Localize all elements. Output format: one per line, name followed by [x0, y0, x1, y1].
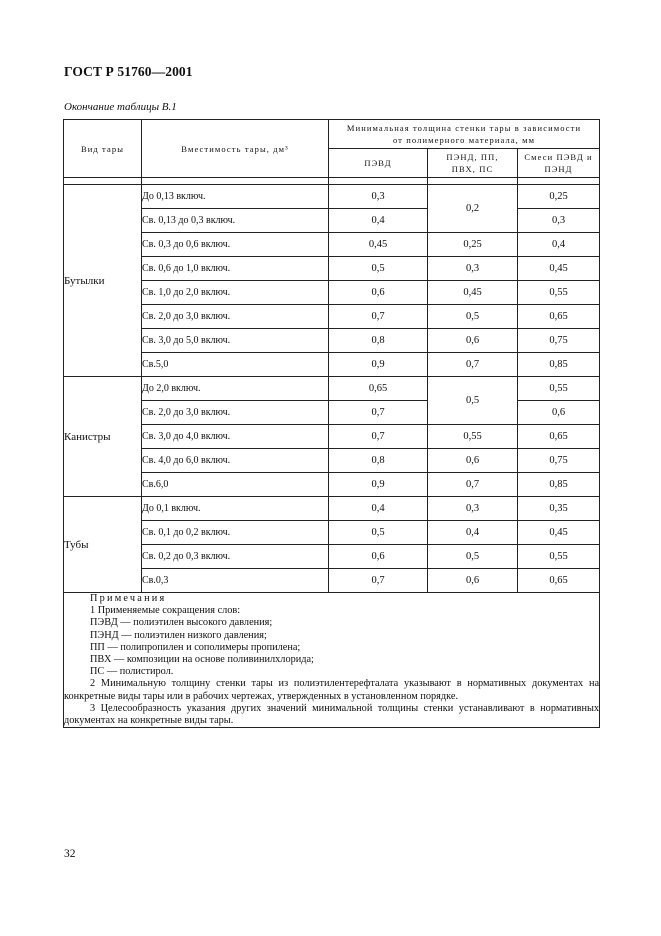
pevd-cell: 0,8 — [329, 449, 428, 473]
pevd-cell: 0,45 — [329, 233, 428, 257]
page-number: 32 — [64, 848, 76, 860]
mix-cell: 0,65 — [518, 425, 600, 449]
note-3: 3 Целесообразность указания других значений минимальной толщины стенки устанавливают в нормативных документах на конкретные виды тары. — [64, 702, 600, 727]
pevd-cell: 0,4 — [329, 209, 428, 233]
pevd-cell: 0,7 — [329, 401, 428, 425]
mix-cell: 0,75 — [518, 449, 600, 473]
table-caption: Окончание таблицы В.1 — [64, 101, 177, 113]
pevd-cell: 0,9 — [329, 353, 428, 377]
mix-cell: 0,45 — [518, 521, 600, 545]
mix-cell: 0,55 — [518, 545, 600, 569]
capacity-cell: Св. 0,3 до 0,6 включ. — [142, 233, 329, 257]
pend-cell: 0,6 — [428, 449, 518, 473]
mix-cell: 0,85 — [518, 473, 600, 497]
capacity-cell: Св. 0,2 до 0,3 включ. — [142, 545, 329, 569]
table-row — [64, 521, 600, 545]
type-canisters: Канистры — [64, 377, 142, 497]
notes-title: Примечания — [90, 593, 167, 604]
table-row — [64, 353, 600, 377]
mix-cell: 0,75 — [518, 329, 600, 353]
pend-cell: 0,6 — [428, 329, 518, 353]
mix-cell: 0,65 — [518, 305, 600, 329]
pevd-cell: 0,7 — [329, 425, 428, 449]
pevd-cell: 0,8 — [329, 329, 428, 353]
pevd-cell: 0,7 — [329, 305, 428, 329]
header-spacer — [64, 178, 600, 185]
abbr-pend: ПЭНД — полиэтилен низкого давления; — [90, 629, 267, 641]
header-mix: Смеси ПЭВД и ПЭНД — [518, 149, 600, 178]
mix-cell: 0,65 — [518, 569, 600, 593]
capacity-cell: До 0,1 включ. — [142, 497, 329, 521]
pend-cell: 0,45 — [428, 281, 518, 305]
header-pevd: ПЭВД — [329, 149, 428, 178]
capacity-cell: Св.5,0 — [142, 353, 329, 377]
pend-cell: 0,3 — [428, 257, 518, 281]
table-row — [64, 233, 600, 257]
table-row — [64, 185, 600, 209]
mix-cell: 0,4 — [518, 233, 600, 257]
pevd-cell: 0,6 — [329, 545, 428, 569]
capacity-cell: Св. 3,0 до 4,0 включ. — [142, 425, 329, 449]
mix-cell: 0,3 — [518, 209, 600, 233]
table-row — [64, 569, 600, 593]
pend-cell: 0,7 — [428, 473, 518, 497]
header-pend: ПЭНД, ПП, ПВХ, ПС — [428, 149, 518, 178]
capacity-cell: Св. 0,6 до 1,0 включ. — [142, 257, 329, 281]
pend-cell: 0,2 — [428, 185, 518, 233]
mix-cell: 0,6 — [518, 401, 600, 425]
wall-thickness-table — [63, 119, 600, 728]
pend-cell: 0,5 — [428, 377, 518, 425]
type-tubes: Тубы — [64, 497, 142, 593]
table-row — [64, 377, 600, 401]
pend-cell: 0,5 — [428, 305, 518, 329]
pevd-cell: 0,7 — [329, 569, 428, 593]
table-row — [64, 497, 600, 521]
header-capacity: Вместимость тары, дм³ — [142, 120, 329, 178]
mix-cell: 0,55 — [518, 281, 600, 305]
note-2: 2 Минимальную толщину стенки тары из полиэтилентерефталата указывают в нормативных документах на конкретные виды тары или в рабочих чертежах, утвержденных в установленном порядке. — [64, 678, 600, 702]
pend-cell: 0,55 — [428, 425, 518, 449]
pevd-cell: 0,4 — [329, 497, 428, 521]
table-row — [64, 473, 600, 497]
pevd-cell: 0,65 — [329, 377, 428, 401]
abbr-pevd: ПЭВД — полиэтилен высокого давления; — [90, 617, 273, 629]
capacity-cell: Св. 0,1 до 0,2 включ. — [142, 521, 329, 545]
mix-cell: 0,85 — [518, 353, 600, 377]
capacity-cell: Св.0,3 — [142, 569, 329, 593]
capacity-cell: Св. 3,0 до 5,0 включ. — [142, 329, 329, 353]
capacity-cell: Св. 4,0 до 6,0 включ. — [142, 449, 329, 473]
capacity-cell: До 2,0 включ. — [142, 377, 329, 401]
abbr-pvh: ПВХ — композиции на основе поливинилхлорида; — [90, 654, 314, 666]
pevd-cell: 0,9 — [329, 473, 428, 497]
pevd-cell: 0,6 — [329, 281, 428, 305]
table-row — [64, 209, 600, 233]
pend-cell: 0,25 — [428, 233, 518, 257]
table-row — [64, 305, 600, 329]
pend-cell: 0,5 — [428, 545, 518, 569]
type-bottles: Бутылки — [64, 185, 142, 377]
mix-cell: 0,55 — [518, 377, 600, 401]
pend-cell: 0,3 — [428, 497, 518, 521]
table-row — [64, 545, 600, 569]
mix-cell: 0,45 — [518, 257, 600, 281]
header-type: Вид тары — [64, 120, 142, 178]
mix-cell: 0,25 — [518, 185, 600, 209]
capacity-cell: Св. 1,0 до 2,0 включ. — [142, 281, 329, 305]
capacity-cell: Св. 2,0 до 3,0 включ. — [142, 305, 329, 329]
pevd-cell: 0,5 — [329, 521, 428, 545]
mix-cell: 0,35 — [518, 497, 600, 521]
table-row — [64, 425, 600, 449]
table-row — [64, 329, 600, 353]
table-row — [64, 401, 600, 425]
table-row — [64, 281, 600, 305]
notes-block — [64, 593, 600, 728]
capacity-cell: Св. 0,13 до 0,3 включ. — [142, 209, 329, 233]
table-row — [64, 449, 600, 473]
abbr-ps: ПС — полистирол. — [90, 666, 174, 678]
document-code: ГОСТ Р 51760—2001 — [64, 64, 193, 79]
header-material-group: Минимальная толщина стенки тары в зависимости от полимерного материала, мм — [329, 120, 600, 149]
note-1: 1 Применяемые сокращения слов: — [90, 605, 241, 617]
abbr-pp: ПП — полипропилен и сополимеры пропилена; — [90, 641, 301, 653]
table-row — [64, 257, 600, 281]
pend-cell: 0,6 — [428, 569, 518, 593]
capacity-cell: Св.6,0 — [142, 473, 329, 497]
capacity-cell: До 0,13 включ. — [142, 185, 329, 209]
pevd-cell: 0,3 — [329, 185, 428, 209]
pevd-cell: 0,5 — [329, 257, 428, 281]
pend-cell: 0,7 — [428, 353, 518, 377]
capacity-cell: Св. 2,0 до 3,0 включ. — [142, 401, 329, 425]
pend-cell: 0,4 — [428, 521, 518, 545]
